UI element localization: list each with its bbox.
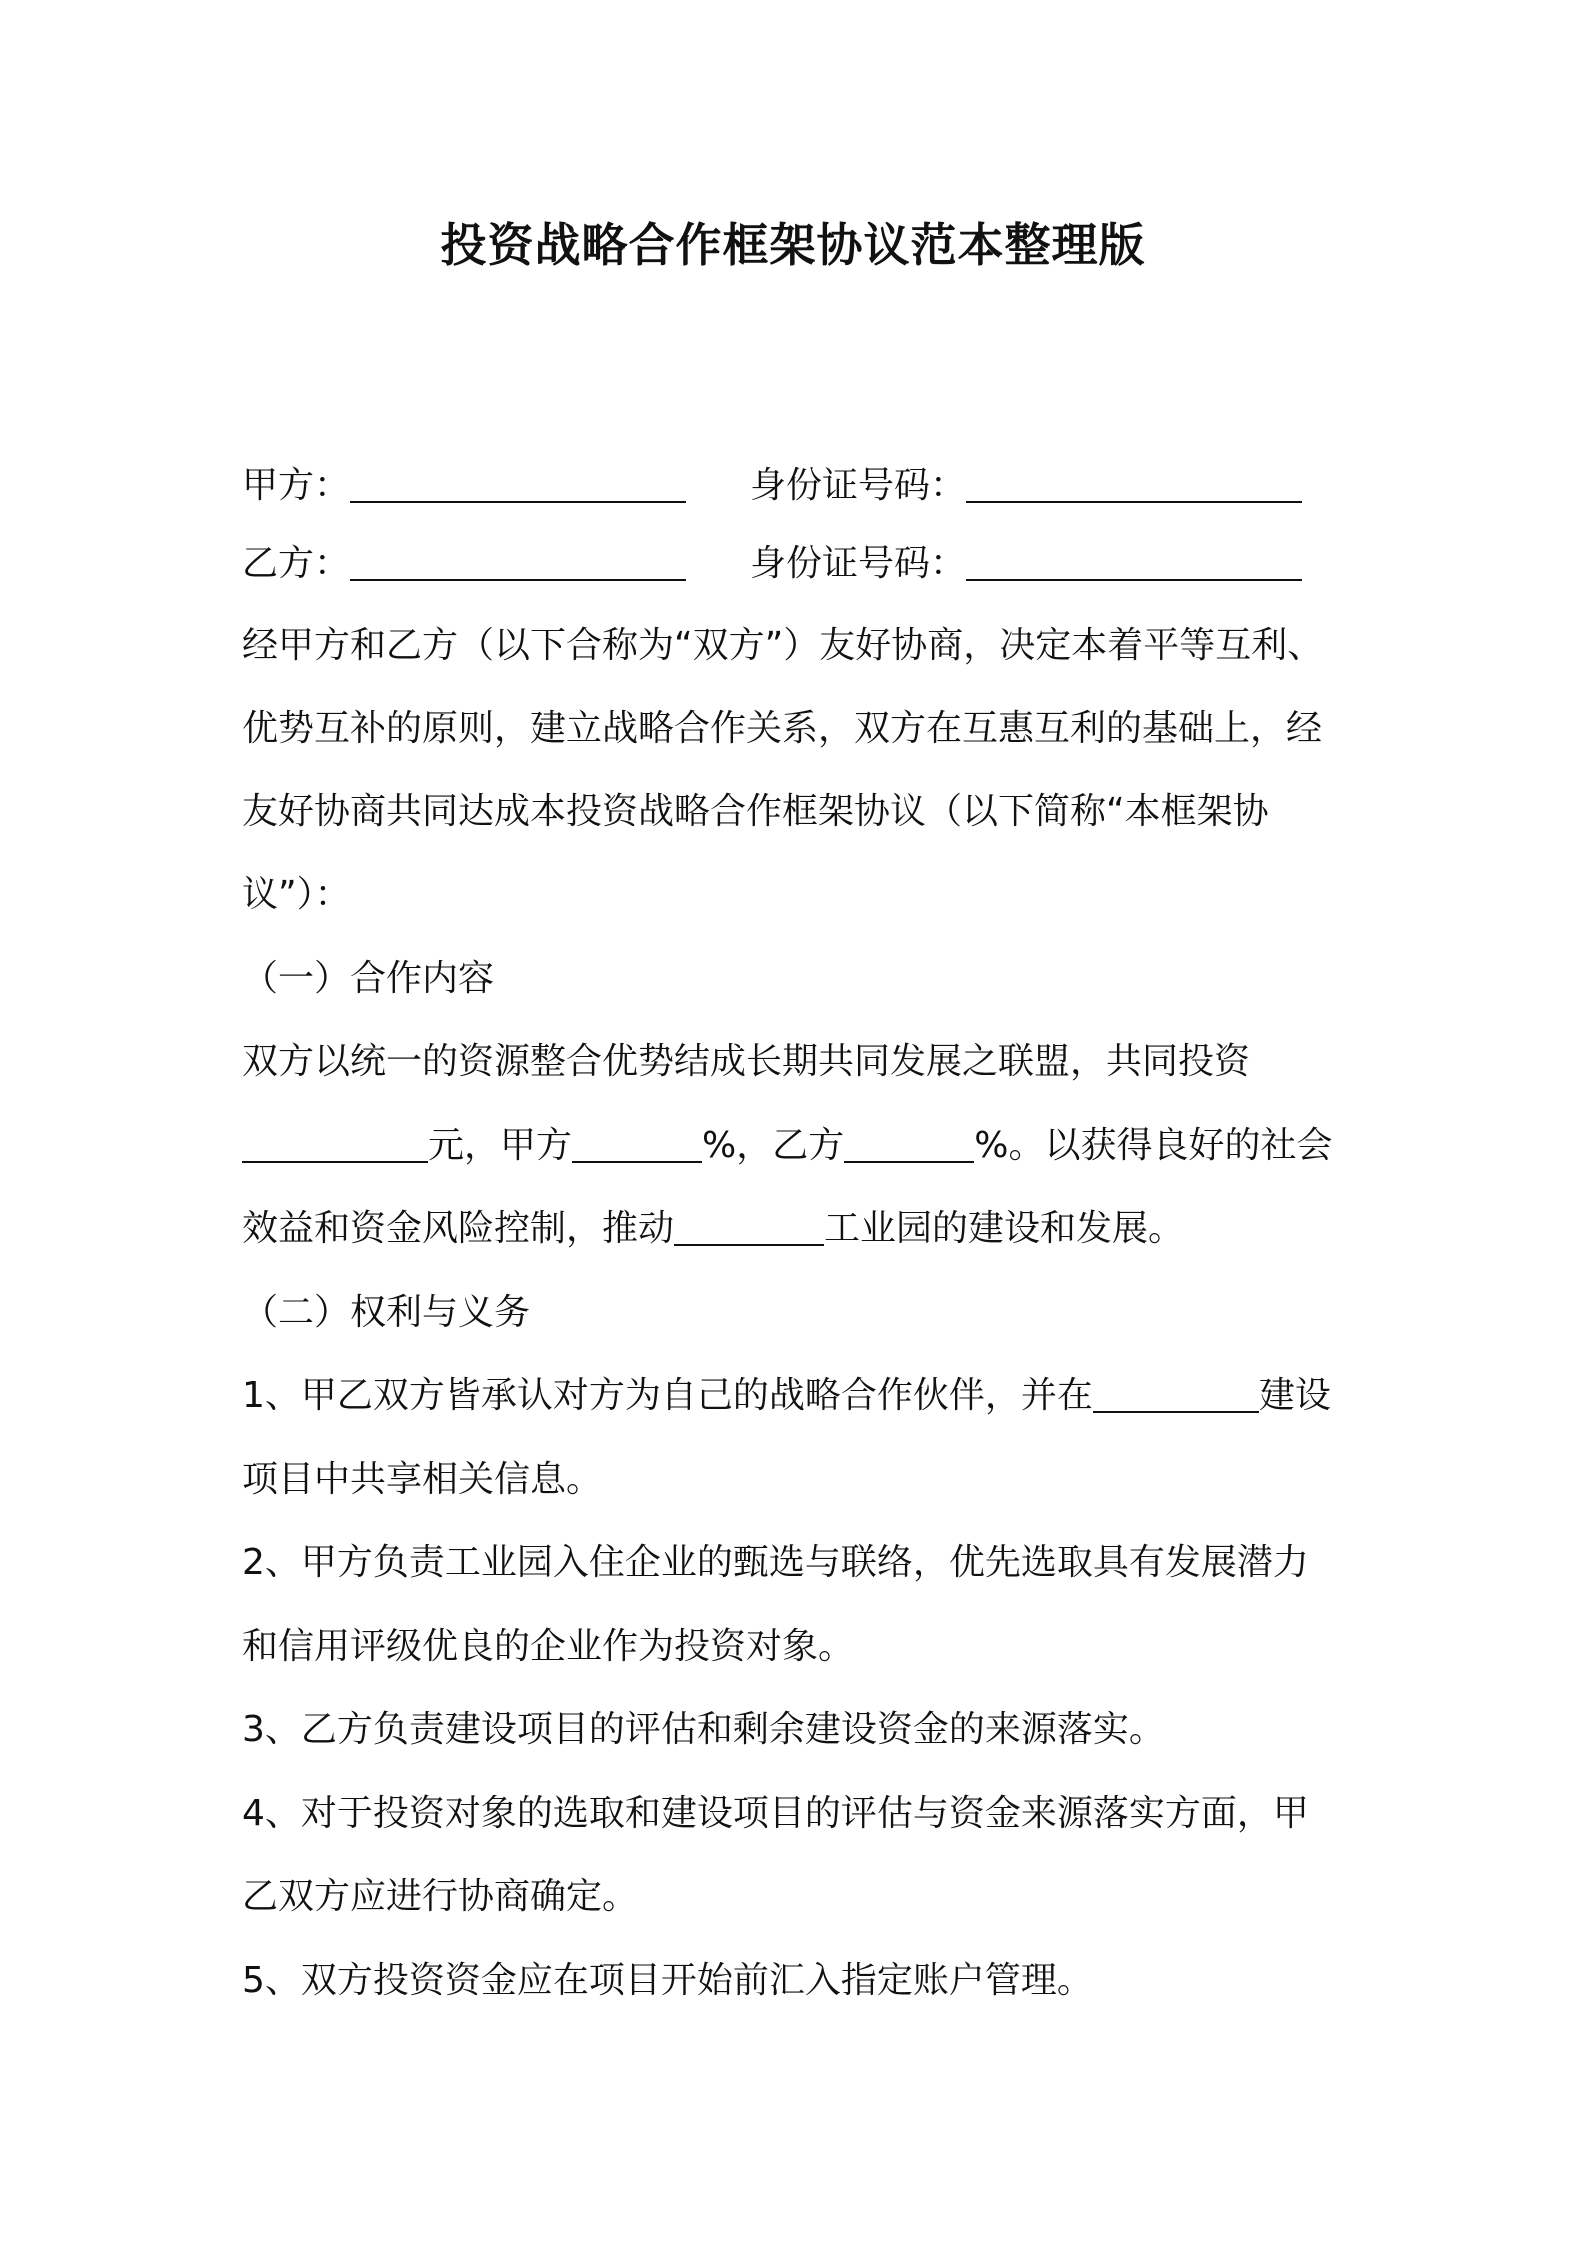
party-a-blank <box>350 465 686 503</box>
investment-amount-blank <box>242 1125 428 1163</box>
party-a-label: 甲方： <box>242 465 351 506</box>
section-1-line-2-a: 元，甲方 <box>428 1125 573 1166</box>
project-name-blank <box>1093 1375 1259 1413</box>
section-1-line-3 <box>242 1205 1372 1253</box>
section-1-line-2 <box>242 1122 1372 1170</box>
document-title: 投资战略合作框架协议范本整理版 <box>440 218 1146 272</box>
section-2-item-5: 5、双方投资资金应在项目开始前汇入指定账户管理。 <box>242 1960 1093 2001</box>
section-2-item-3: 3、乙方负责建设项目的评估和剩余建设资金的来源落实。 <box>242 1709 1165 1750</box>
party-a-row <box>242 462 686 510</box>
intro-line-1: 经甲方和乙方（以下合称为“双方”）友好协商，决定本着平等互利、 <box>242 625 1324 666</box>
section-1-line-3-b: 工业园的建设和发展。 <box>824 1208 1185 1249</box>
section-2-item-4-line-2: 乙双方应进行协商确定。 <box>242 1876 639 1917</box>
section-2-item-1-line-2: 项目中共享相关信息。 <box>242 1459 603 1500</box>
section-1-heading: （一）合作内容 <box>242 958 495 999</box>
party-b-blank <box>350 543 686 581</box>
section-2-item-2-line-2: 和信用评级优良的企业作为投资对象。 <box>242 1626 855 1667</box>
party-b-label: 乙方： <box>242 543 351 584</box>
party-b-percent-blank <box>844 1125 974 1163</box>
party-a-id-row <box>750 462 1302 510</box>
section-2-heading: （二）权利与义务 <box>242 1292 531 1333</box>
party-a-id-blank <box>966 465 1302 503</box>
section-1-line-2-b: %，乙方 <box>702 1125 845 1166</box>
party-a-percent-blank <box>572 1125 702 1163</box>
party-b-id-row <box>750 540 1302 588</box>
section-2-item-1-a: 1、甲乙双方皆承认对方为自己的战略合作伙伴，并在 <box>242 1375 1093 1416</box>
party-a-id-label: 身份证号码： <box>750 465 967 506</box>
section-2-item-2-line-1: 2、甲方负责工业园入住企业的甄选与联络，优先选取具有发展潜力 <box>242 1542 1309 1583</box>
industrial-park-blank <box>674 1208 824 1246</box>
section-1-line-2-c: %。以获得良好的社会 <box>974 1125 1333 1166</box>
intro-line-3: 友好协商共同达成本投资战略合作框架协议（以下简称“本框架协 <box>242 791 1269 832</box>
party-b-id-blank <box>966 543 1302 581</box>
party-b-id-label: 身份证号码： <box>750 543 967 584</box>
intro-line-4: 议”）： <box>242 874 351 915</box>
section-1-line-3-a: 效益和资金风险控制，推动 <box>242 1208 675 1249</box>
party-b-row <box>242 540 686 588</box>
section-2-item-1-line-1 <box>242 1372 1372 1420</box>
section-2-item-4-line-1: 4、对于投资对象的选取和建设项目的评估与资金来源落实方面，甲 <box>242 1793 1309 1834</box>
section-2-item-1-b: 建设 <box>1258 1375 1331 1416</box>
intro-line-2: 优势互补的原则，建立战略合作关系，双方在互惠互利的基础上，经 <box>242 708 1323 749</box>
section-1-line-1: 双方以统一的资源整合优势结成长期共同发展之联盟，共同投资 <box>242 1041 1251 1082</box>
